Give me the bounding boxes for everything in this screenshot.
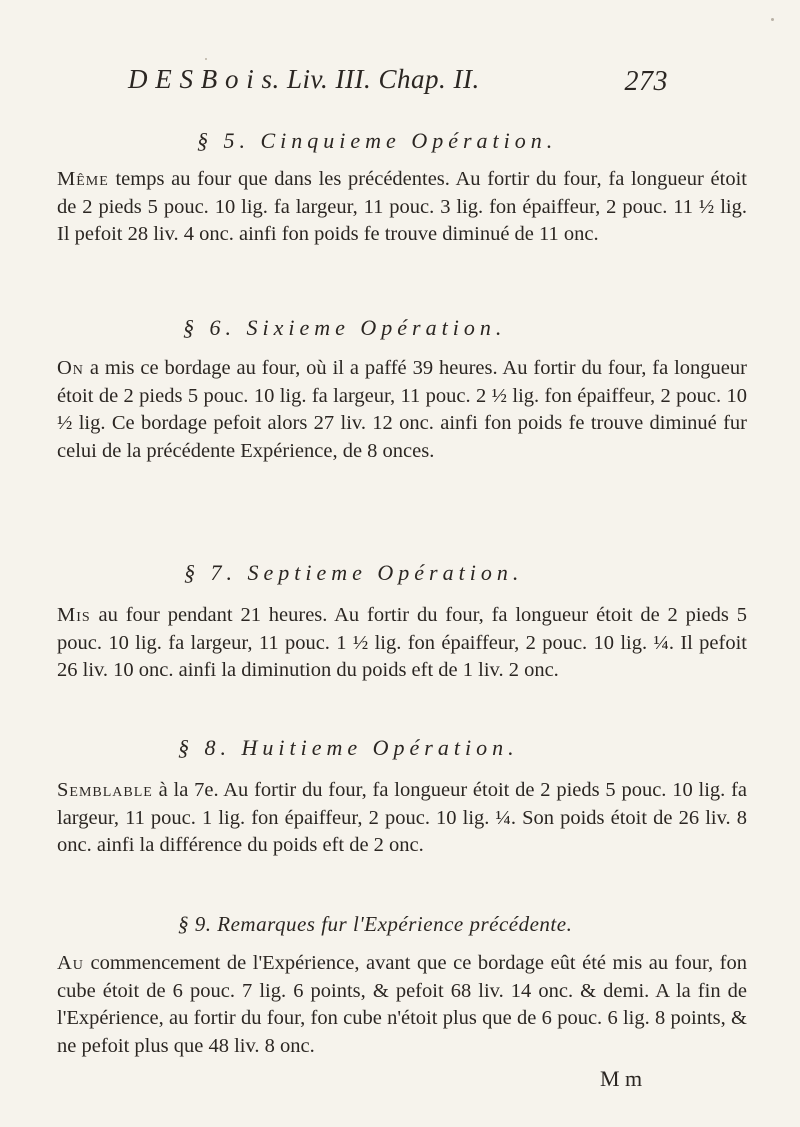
section-title-9: § 9. Remarques fur l'Expérience précédente.	[178, 912, 573, 936]
paragraph-text: a mis ce bordage au four, où il a paffé 39 heures. Au fortir du four, fa longueur étoit de 2 pieds 5 pouc. 10 lig. fa largeur, 11 pouc. 2 ½ lig. fon épaiffeur, 2 pouc. 10 ½ lig. Ce bordage pefoit alors 27 liv. 12 onc. ainfi fon poids fe trouve diminué fur celui de la précédente Expérience, de 8 onces.	[57, 357, 747, 462]
paragraph-5	[57, 166, 747, 249]
paragraph-8	[57, 777, 747, 860]
paragraph-lead: Semblable	[57, 779, 153, 801]
paper-speck	[205, 58, 207, 60]
section-title-5: § 5. Cinquieme Opération.	[197, 128, 558, 153]
paragraph-text: commencement de l'Expérience, avant que ce bordage eût été mis au four, fon cube étoit de 6 pouc. 7 lig. 6 points, & pefoit 68 liv. 14 onc. & demi. A la fin de l'Expérience, au fortir du four, fon cube n'étoit plus que de 6 pouc. 6 lig. 8 points, & ne pefoit plus que 48 liv. 8 onc.	[57, 952, 747, 1057]
section-title-7: § 7. Septieme Opération.	[184, 560, 524, 585]
paragraph-lead: Même	[57, 168, 109, 190]
paragraph-7	[57, 602, 747, 685]
section-title-6: § 6. Sixieme Opération.	[183, 315, 507, 340]
catchword: M m	[600, 1066, 643, 1091]
paper-speck	[771, 18, 774, 21]
page-number: 273	[624, 66, 668, 97]
paragraph-9	[57, 950, 747, 1060]
paragraph-lead: On	[57, 357, 84, 379]
section-title-8: § 8. Huitieme Opération.	[178, 735, 519, 760]
paragraph-text: à la 7e. Au fortir du four, fa longueur étoit de 2 pieds 5 pouc. 10 lig. fa largeur, 11 pouc. 1 lig. fon épaiffeur, 2 pouc. 10 lig. ¼. Son poids étoit de 26 liv. 8 onc. ainfi la différence du poids eft de 2 onc.	[57, 779, 747, 856]
running-head-title: D E S B o i s. Liv. III. Chap. II.	[128, 64, 480, 94]
paragraph-lead: Au	[57, 952, 84, 974]
paragraph-lead: Mis	[57, 604, 91, 626]
paragraph-6	[57, 355, 747, 465]
paragraph-text: temps au four que dans les précédentes. Au fortir du four, fa longueur étoit de 2 pieds 5 pouc. 10 lig. fa largeur, 11 pouc. 3 lig. fon épaiffeur, 2 pouc. 11 ½ lig. Il pefoit 28 liv. 4 onc. ainfi fon poids fe trouve diminué de 11 onc.	[57, 168, 747, 245]
running-head	[128, 64, 668, 95]
paragraph-text: au four pendant 21 heures. Au fortir du four, fa longueur étoit de 2 pieds 5 pouc. 10 lig. fa largeur, 11 pouc. 1 ½ lig. fon épaiffeur, 2 pouc. 10 lig. ¼. Il pefoit 26 liv. 10 onc. ainfi la diminution du poids eft de 1 liv. 2 onc.	[57, 604, 747, 681]
